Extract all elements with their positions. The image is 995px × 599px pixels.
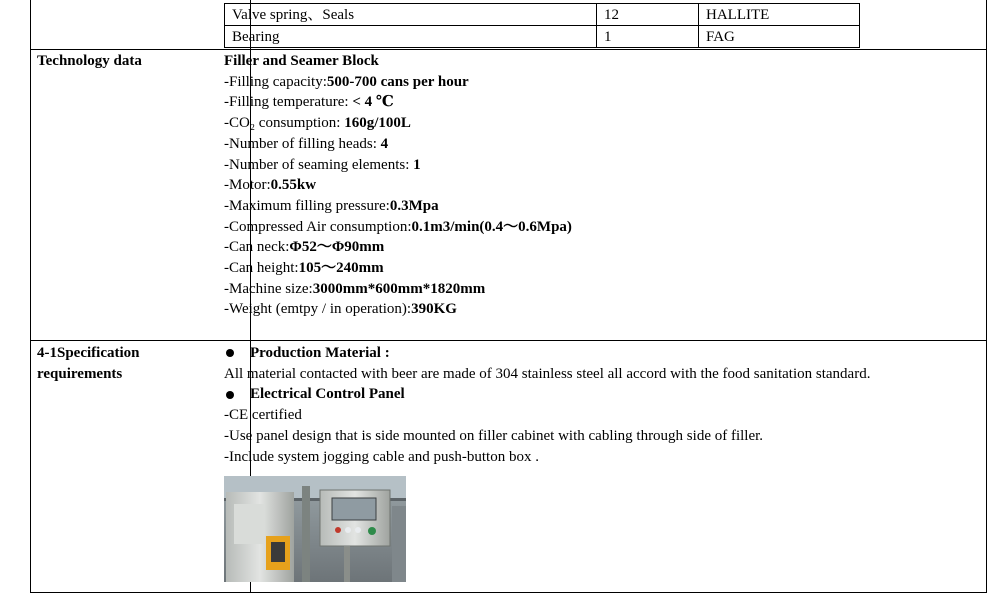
spec-line-label: -Compressed Air consumption:	[224, 218, 412, 235]
spec-line	[224, 299, 572, 320]
part-name: Bearing	[225, 26, 597, 48]
spec-line-label: -Can height:	[224, 260, 299, 277]
panel-bullet	[224, 384, 870, 405]
row-divider-tech	[31, 49, 986, 50]
panel-heading: Electrical Control Panel	[250, 386, 405, 403]
specification-label	[37, 343, 140, 385]
bullet-dot-icon	[226, 349, 234, 357]
spec-line	[224, 134, 572, 155]
bullet-dot-icon	[226, 391, 234, 399]
spec-line-value: < 4 ℃	[352, 94, 394, 111]
material-text: All material contacted with beer are made of 304 stainless steel all accord with the food sanitation standard.	[224, 365, 871, 382]
panel-line: -Use panel design that is side mounted on filler cabinet with cabling through side of filler.	[224, 427, 764, 444]
table-row	[225, 26, 860, 48]
parts-table	[224, 3, 860, 48]
specification-content	[224, 343, 870, 467]
spec-line-label: -Weight (emtpy / in operation):	[224, 301, 412, 318]
spec-line-value: 0.3Mpa	[389, 197, 439, 214]
spec-line-label: -Number of seaming elements:	[224, 156, 414, 173]
spec-line-value: 500-700 cans per hour	[326, 73, 469, 90]
specification-label-line1: 4-1Specification	[37, 345, 140, 361]
material-heading: Production Material :	[250, 345, 390, 361]
spec-line	[224, 258, 572, 279]
part-qty: 12	[597, 4, 699, 26]
spec-line-value: Φ52～Φ90mm	[289, 239, 385, 256]
spec-line	[224, 217, 572, 238]
technology-data-content	[224, 51, 572, 320]
spec-line	[224, 72, 572, 93]
filler-seamer-heading: Filler and Seamer Block	[224, 53, 379, 69]
spec-line-label: -Number of filling heads:	[224, 135, 381, 152]
spec-line-value: 105～240mm	[298, 260, 384, 277]
spec-line-label: -CO₂ consumption:	[224, 115, 345, 132]
spec-line-value: 390KG	[411, 301, 457, 318]
spec-line	[224, 175, 572, 196]
spec-line-label: -Maximum filling pressure:	[224, 197, 390, 214]
row-divider-spec	[31, 340, 986, 341]
spec-line-label: -Filling capacity:	[224, 73, 327, 90]
technology-data-label: Technology data	[37, 53, 142, 69]
spec-line-value: 3000mm*600mm*1820mm	[312, 280, 486, 297]
part-brand: FAG	[699, 26, 860, 48]
specification-label-line2: requirements	[37, 366, 123, 382]
spec-line-value: 1	[413, 156, 421, 173]
spec-line	[224, 279, 572, 300]
spec-line-value: 0.55kw	[270, 177, 317, 194]
spec-line-label: -Motor:	[224, 177, 271, 194]
spec-line	[224, 113, 572, 134]
spec-line-label: -Filling temperature:	[224, 94, 353, 111]
spec-line-label: -Can neck:	[224, 239, 290, 256]
control-panel-photo	[224, 476, 406, 582]
material-bullet	[224, 343, 870, 364]
spec-line	[224, 155, 572, 176]
spec-line-label: -Machine size:	[224, 280, 313, 297]
part-qty: 1	[597, 26, 699, 48]
part-brand: HALLITE	[699, 4, 860, 26]
spec-line	[224, 237, 572, 258]
spec-line-value: 0.1m3/min(0.4～0.6Mpa)	[411, 218, 572, 235]
panel-line: -CE certified	[224, 407, 302, 424]
spec-line-value: 160g/100L	[344, 115, 411, 132]
spec-line-value: 4	[380, 135, 389, 152]
table-row	[225, 4, 860, 26]
spec-line	[224, 196, 572, 217]
part-name: Valve spring、Seals	[225, 4, 597, 26]
spec-line	[224, 92, 572, 113]
panel-line: -Include system jogging cable and push-button box .	[224, 448, 539, 465]
